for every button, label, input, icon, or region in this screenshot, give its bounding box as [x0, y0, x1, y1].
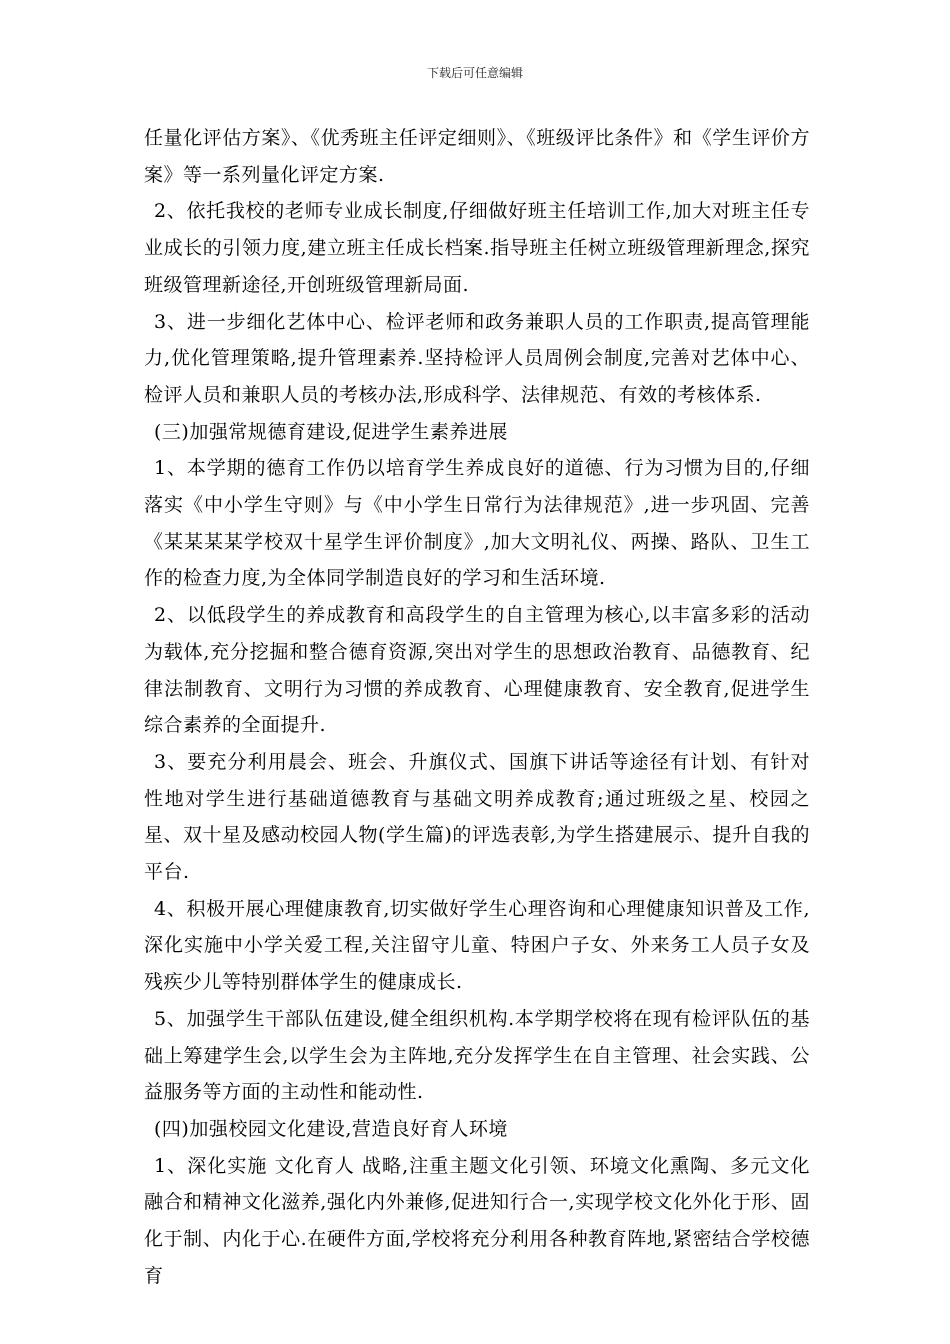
section-heading: (四)加强校园文化建设,营造良好育人环境	[154, 1117, 508, 1140]
section-heading: (三)加强常规德育建设,促进学生素养进展	[154, 420, 508, 443]
paragraph: 5、加强学生干部队伍建设,健全组织机构.本学期学校将在现有检评队伍的基础上筹建学生会,以学生会为主阵地,充分发挥学生在自主管理、社会实践、公益服务等方面的主动性和能动性.	[144, 1007, 810, 1104]
paragraph: 1、本学期的德育工作仍以培育学生养成良好的道德、行为习惯为目的,仔细落实《中小学生守则》与《中小学生日常行为法律规范》,进一步巩固、完善《某某某某学校双十星学生评价制度》,加大文明礼仪、两操、路队、卫生工作的检查力度,为全体同学制造良好的学习和生活环境.	[144, 457, 810, 590]
paragraph: 任量化评估方案》、《优秀班主任评定细则》、《班级评比条件》和《学生评价方案》等一系列量化评定方案.	[144, 127, 810, 186]
document-body	[144, 120, 810, 1295]
paragraph: 2、以低段学生的养成教育和高段学生的自主管理为核心,以丰富多彩的活动为载体,充分挖掘和整合德育资源,突出对学生的思想政治教育、品德教育、纪律法制教育、文明行为习惯的养成教育、心理健康教育、安全教育,促进学生综合素养的全面提升.	[144, 604, 810, 737]
paragraph: 3、要充分利用晨会、班会、升旗仪式、国旗下讲话等途径有计划、有针对性地对学生进行基础道德教育与基础文明养成教育;通过班级之星、校园之星、双十星及感动校园人物(学生篇)的评选表彰,为学生搭建展示、提升自我的平台.	[144, 750, 810, 884]
page-header: 下载后可任意编辑	[426, 66, 523, 80]
paragraph: 1、深化实施 文化育人 战略,注重主题文化引领、环境文化熏陶、多元文化融合和精神文化滋养,强化内外兼修,促进知行合一,实现学校文化外化于形、固化于制、内化于心.在硬件方面,学校将充分利用各种教育阵地,紧密结合学校德育	[144, 1154, 810, 1287]
paragraph: 4、积极开展心理健康教育,切实做好学生心理咨询和心理健康知识普及工作,深化实施中小学关爱工程,关注留守儿童、特困户子女、外来务工人员子女及残疾少儿等特别群体学生的健康成长.	[144, 897, 810, 994]
paragraph: 2、依托我校的老师专业成长制度,仔细做好班主任培训工作,加大对班主任专业成长的引领力度,建立班主任成长档案.指导班主任树立班级管理新理念,探究班级管理新途径,开创班级管理新局面.	[144, 200, 810, 296]
paragraph: 3、进一步细化艺体中心、检评老师和政务兼职人员的工作职责,提高管理能力,优化管理策略,提升管理素养.坚持检评人员周例会制度,完善对艺体中心、检评人员和兼职人员的考核办法,形成科学、法律规范、有效的考核体系.	[144, 310, 810, 406]
